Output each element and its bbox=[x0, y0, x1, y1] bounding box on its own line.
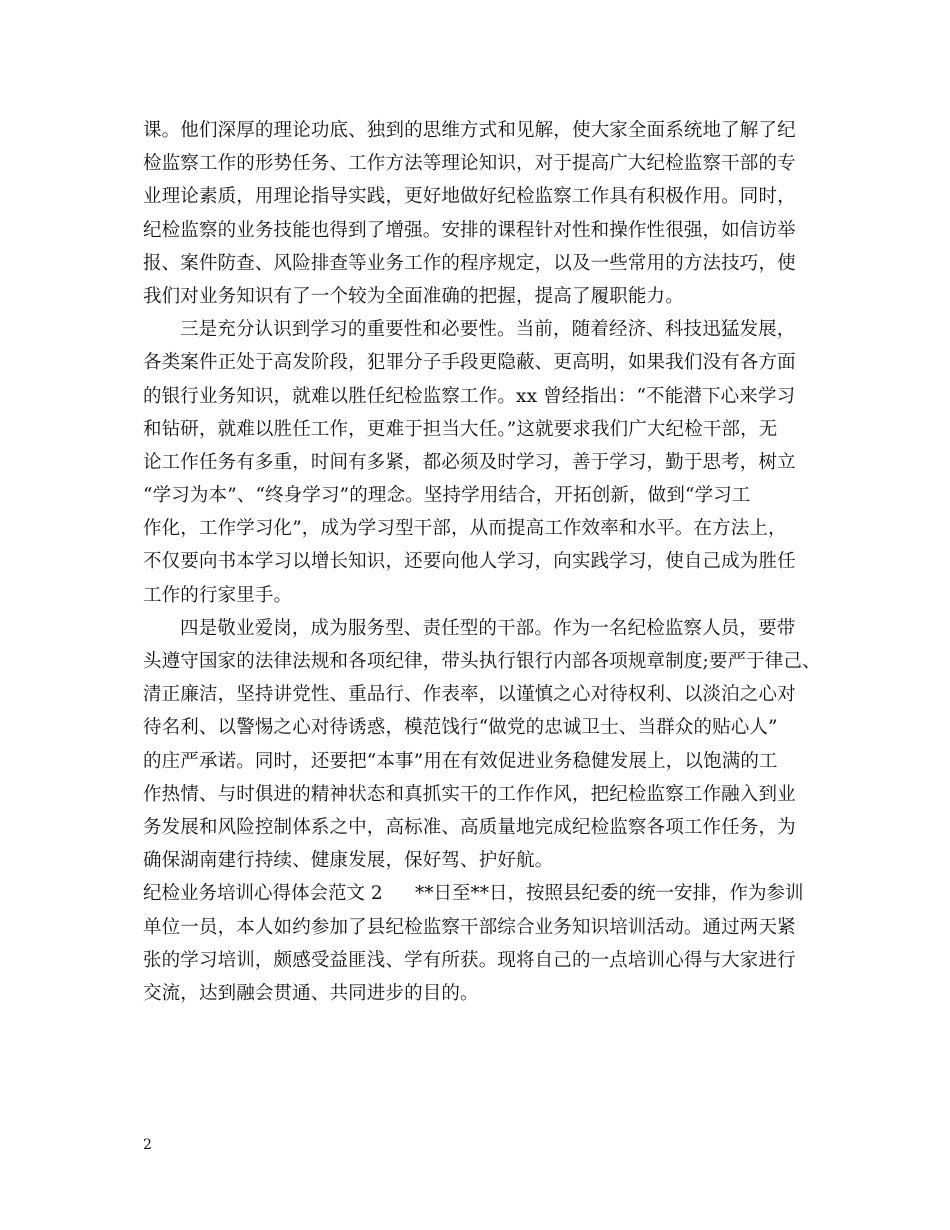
text-line: 纪检监察的业务技能也得到了增强。安排的课程针对性和操作性很强，如信访举 bbox=[143, 219, 796, 241]
page-number: 2 bbox=[143, 1137, 152, 1153]
paragraph-3 bbox=[143, 612, 821, 878]
text-line: 作化，工作学习化”，成为学习型干部，从而提高工作效率和水平。在方法上， bbox=[143, 518, 787, 540]
text-line: 头遵守国家的法律法规和各项纪律，带头执行银行内部各项规章制度;要严于律己、 bbox=[143, 651, 821, 672]
text-line: 论工作任务有多重，时间有多紧，都必须及时学习，善于学习，勤于思考，树立 bbox=[143, 451, 796, 473]
text-line: 张的学习培训，颇感受益匪浅、学有所获。现将自己的一点培训心得与大家进行 bbox=[143, 949, 796, 971]
text-line: 检监察工作的形势任务、工作方法等理论知识，对于提高广大纪检监察干部的专 bbox=[143, 153, 796, 175]
text-line: 确保湖南建行持续、健康发展，保好驾、护好航。 bbox=[143, 850, 554, 872]
text-line: 清正廉洁，坚持讲党性、重品行、作表率，以谨慎之心对待权利、以淡泊之心对 bbox=[143, 684, 796, 706]
section-2-first-line: **日至**日，按照县纪委的统一安排，作为参训 bbox=[415, 883, 804, 905]
text-line: 报、案件防查、风险排查等业务工作的程序规定，以及一些常用的方法技巧，使 bbox=[143, 252, 796, 274]
text-line: 务发展和风险控制体系之中，高标准、高质量地完成纪检监察各项工作任务，为 bbox=[143, 816, 796, 838]
text-line: 单位一员，本人如约参加了县纪检监察干部综合业务知识培训活动。通过两天紧 bbox=[143, 916, 796, 938]
paragraph-2 bbox=[143, 313, 813, 612]
text-line: 各类案件正处于高发阶段，犯罪分子手段更隐蔽、更高明，如果我们没有各方面 bbox=[143, 352, 796, 374]
text-line: 工作的行家里手。 bbox=[143, 584, 293, 606]
section-2 bbox=[143, 877, 813, 1010]
text-line: 不仅要向书本学习以增长知识，还要向他人学习，向实践学习，使自己成为胜任 bbox=[143, 551, 796, 573]
document-body bbox=[143, 114, 821, 1010]
text-line: 和钻研，就难以胜任工作，更难于担当大任。”这就要求我们广大纪检干部，无 bbox=[143, 418, 778, 440]
text-line: 课。他们深厚的理论功底、独到的思维方式和见解，使大家全面系统地了解了纪 bbox=[143, 120, 796, 141]
text-line: “学习为本”、“终身学习”的理念。坚持学用结合，开拓创新，做到“学习工 bbox=[143, 485, 751, 507]
text-line: 作热情、与时俱进的精神状态和真抓实干的工作作风，把纪检监察工作融入到业 bbox=[143, 783, 796, 805]
text-line: 三是充分认识到学习的重要性和必要性。当前，随着经济、科技迅猛发展， bbox=[180, 319, 796, 341]
paragraph-1 bbox=[143, 114, 813, 313]
text-line: 的银行业务知识，就难以胜任纪检监察工作。xx 曾经指出：“不能潜下心来学习 bbox=[143, 385, 796, 407]
text-line: 的庄严承诺。同时，还要把“本事”用在有效促进业务稳健发展上，以饱满的工 bbox=[143, 750, 778, 772]
text-line: 业理论素质，用理论指导实践，更好地做好纪检监察工作具有积极作用。同时， bbox=[143, 186, 796, 208]
text-line: 交流，达到融会贯通、共同进步的目的。 bbox=[143, 982, 479, 1004]
section-2-title: 纪检业务培训心得体会范文 2 bbox=[143, 883, 383, 905]
text-line: 我们对业务知识有了一个较为全面准确的把握，提高了履职能力。 bbox=[143, 285, 684, 307]
section-2-heading-line bbox=[143, 877, 813, 910]
text-line: 四是敬业爱岗，成为服务型、责任型的干部。作为一名纪检监察人员，要带 bbox=[180, 617, 796, 639]
text-line: 待名利、以警惕之心对待诱惑，模范饯行“做党的忠诚卫士、当群众的贴心人” bbox=[143, 717, 778, 739]
